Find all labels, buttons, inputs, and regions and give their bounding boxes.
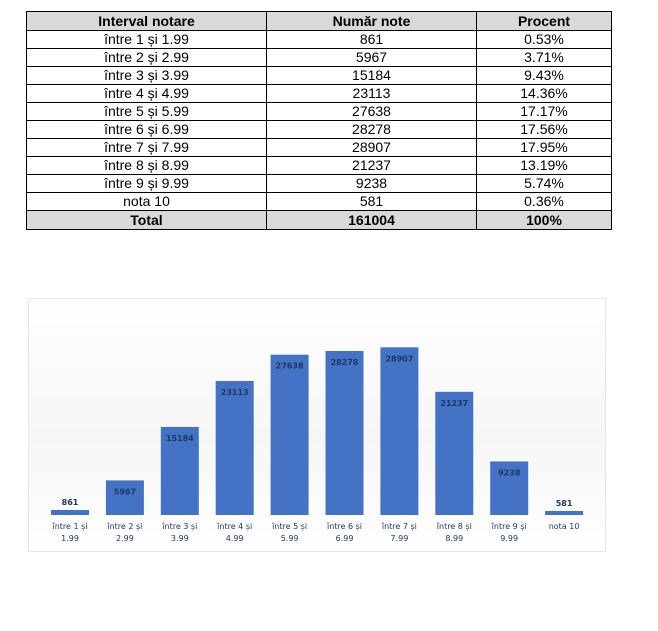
x-tick-label: 3.99 — [170, 534, 189, 543]
grades-distribution-table — [26, 11, 612, 230]
table-row — [27, 85, 612, 103]
cell-count: 5967 — [267, 49, 477, 67]
bar-value-label: 21237 — [440, 398, 469, 408]
cell-count: 23113 — [267, 85, 477, 103]
table-total-row — [27, 211, 612, 230]
cell-percent: 17.95% — [477, 139, 612, 157]
bar-value-label: 861 — [61, 498, 79, 508]
table-body — [27, 31, 612, 211]
x-tick-label: între 4 și — [217, 522, 253, 531]
cell-interval: între 6 și 6.99 — [27, 121, 267, 139]
bar — [435, 392, 473, 515]
cell-count: 9238 — [267, 175, 477, 193]
cell-percent: 13.19% — [477, 157, 612, 175]
cell-interval: între 9 și 9.99 — [27, 175, 267, 193]
x-tick-label: între 5 și — [272, 522, 308, 531]
bar — [106, 480, 144, 515]
bar-chart-svg — [29, 299, 605, 551]
cell-percent: 5.74% — [477, 175, 612, 193]
table-header-row — [27, 12, 612, 31]
bar — [545, 511, 583, 515]
x-tick-label: 6.99 — [335, 534, 354, 543]
header-count: Număr note — [267, 12, 477, 31]
cell-interval: nota 10 — [27, 193, 267, 211]
cell-count: 861 — [267, 31, 477, 49]
table-row — [27, 139, 612, 157]
cell-percent: 17.17% — [477, 103, 612, 121]
table-row — [27, 49, 612, 67]
cell-count: 21237 — [267, 157, 477, 175]
x-tick-label: 1.99 — [61, 534, 79, 543]
x-tick-label: între 6 și — [326, 522, 363, 531]
bar-value-label: 28278 — [330, 357, 359, 367]
bar-value-label: 23113 — [220, 387, 249, 397]
table-row — [27, 31, 612, 49]
x-tick-label: între 9 și — [491, 522, 527, 531]
x-tick-label: între 3 și — [162, 522, 198, 531]
cell-percent: 3.71% — [477, 49, 612, 67]
x-tick-label: între 1 și — [52, 522, 88, 531]
x-tick-label: 7.99 — [390, 534, 409, 543]
table-row — [27, 67, 612, 85]
cell-percent: 14.36% — [477, 85, 612, 103]
bar-value-label: 15184 — [165, 433, 194, 443]
cell-interval: între 1 și 1.99 — [27, 31, 267, 49]
bar — [380, 347, 418, 515]
cell-percent: 9.43% — [477, 67, 612, 85]
cell-interval: între 2 și 2.99 — [27, 49, 267, 67]
cell-percent: 17.56% — [477, 121, 612, 139]
bar-value-label: 581 — [555, 499, 573, 508]
bar-value-label: 27638 — [275, 361, 304, 371]
cell-count: 28278 — [267, 121, 477, 139]
header-interval: Interval notare — [27, 12, 267, 31]
cell-count: 15184 — [267, 67, 477, 85]
x-tick-label: 8.99 — [445, 534, 464, 543]
table-row — [27, 157, 612, 175]
cell-percent: 0.36% — [477, 193, 612, 211]
x-tick-label: între 7 și — [381, 522, 417, 531]
bar — [216, 381, 254, 515]
bar-value-label: 5967 — [113, 487, 137, 497]
cell-count: 581 — [267, 193, 477, 211]
x-tick-label: între 8 și — [436, 522, 472, 531]
cell-count: 28907 — [267, 139, 477, 157]
x-tick-label: 4.99 — [225, 534, 244, 543]
x-tick-label: 9.99 — [500, 534, 519, 543]
bar — [326, 351, 364, 515]
bar — [51, 510, 89, 515]
table-row — [27, 121, 612, 139]
total-count: 161004 — [267, 211, 477, 230]
bar-chart — [28, 298, 606, 552]
bar — [271, 355, 309, 515]
x-tick-label: între 2 și — [107, 522, 143, 531]
table-row — [27, 103, 612, 121]
cell-percent: 0.53% — [477, 31, 612, 49]
cell-interval: între 5 și 5.99 — [27, 103, 267, 121]
cell-interval: între 7 și 7.99 — [27, 139, 267, 157]
x-tick-label: 5.99 — [280, 534, 299, 543]
cell-count: 27638 — [267, 103, 477, 121]
table-row — [27, 193, 612, 211]
bar-value-label: 9238 — [498, 468, 521, 478]
x-tick-label: 2.99 — [115, 534, 134, 543]
cell-interval: între 4 și 4.99 — [27, 85, 267, 103]
cell-interval: între 3 și 3.99 — [27, 67, 267, 85]
total-percent: 100% — [477, 211, 612, 230]
cell-interval: între 8 și 8.99 — [27, 157, 267, 175]
total-label: Total — [27, 211, 267, 230]
table-row — [27, 175, 612, 193]
header-percent: Procent — [477, 12, 612, 31]
bar-value-label: 28907 — [385, 354, 414, 364]
x-tick-label: nota 10 — [548, 522, 580, 531]
